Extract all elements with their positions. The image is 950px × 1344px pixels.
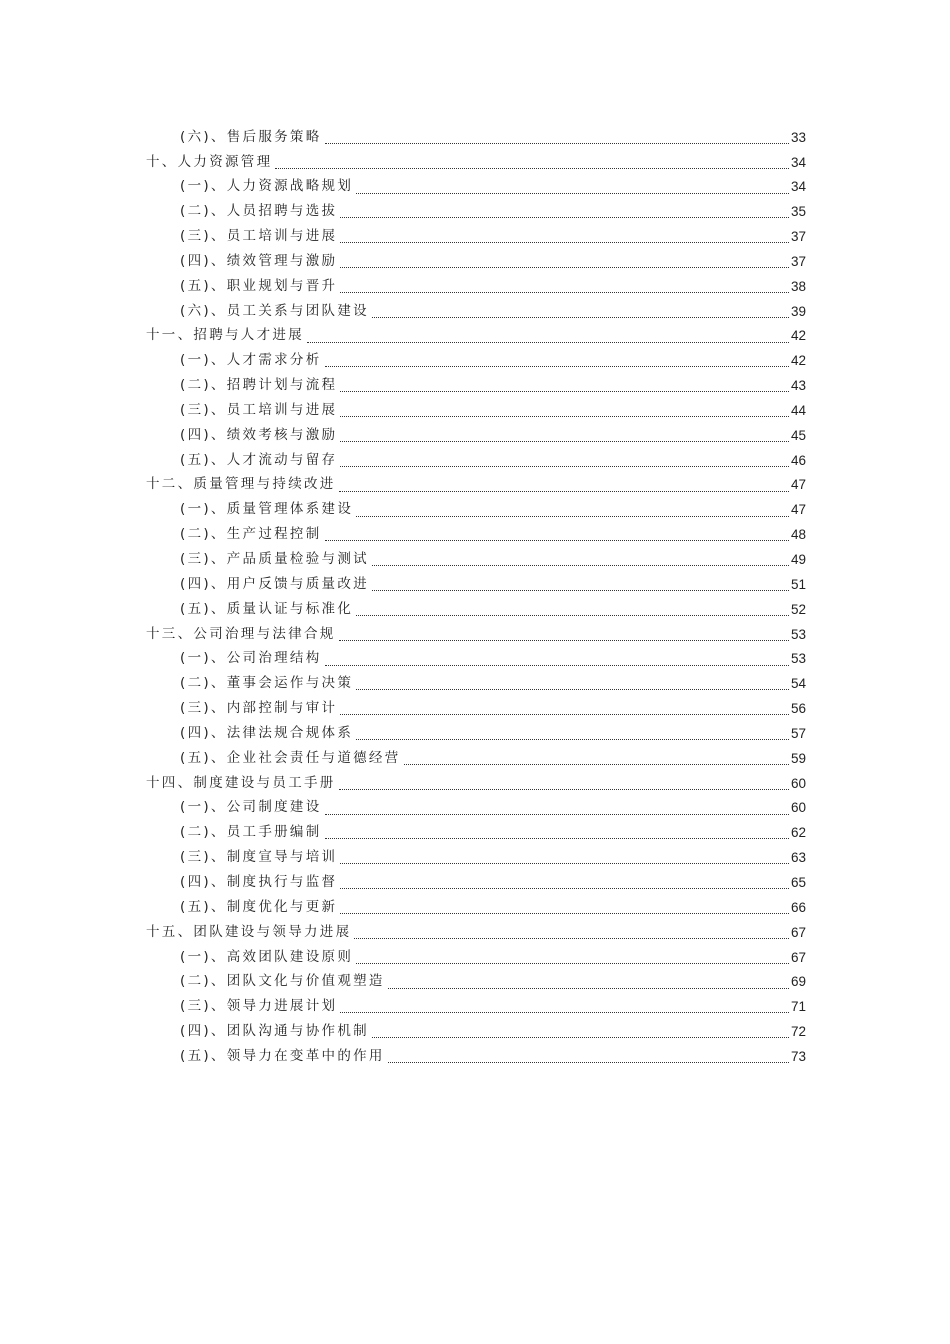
toc-section-entry[interactable] <box>180 498 806 523</box>
toc-chapter-entry[interactable] <box>146 324 806 349</box>
toc-chapter-entry[interactable] <box>146 150 806 175</box>
toc-entry-title: (五)、领导力在变革中的作用 <box>180 1047 385 1064</box>
toc-section-entry[interactable] <box>180 945 806 970</box>
toc-entry-title: (二)、招聘计划与流程 <box>180 377 338 394</box>
toc-entry-title: (四)、绩效管理与激励 <box>180 252 338 269</box>
toc-dot-leader <box>356 614 789 616</box>
toc-dot-leader <box>372 1036 789 1038</box>
toc-section-entry[interactable] <box>180 1019 806 1044</box>
toc-entry-title: (一)、人力资源战略规划 <box>180 178 354 195</box>
toc-entry-title: (一)、公司治理结构 <box>180 650 322 667</box>
toc-entry-title: (四)、用户反馈与质量改进 <box>180 575 369 592</box>
toc-entry-title: (四)、绩效考核与激励 <box>180 426 338 443</box>
toc-section-entry[interactable] <box>180 597 806 622</box>
toc-section-entry[interactable] <box>180 249 806 274</box>
toc-page-number: 35 <box>790 204 806 220</box>
toc-dot-leader <box>356 738 789 740</box>
toc-page-number: 72 <box>790 1024 806 1040</box>
toc-section-entry[interactable] <box>180 224 806 249</box>
toc-entry-title: 十二、质量管理与持续改进 <box>146 476 336 493</box>
toc-page-number: 60 <box>790 775 806 791</box>
toc-section-entry[interactable] <box>180 821 806 846</box>
toc-section-entry[interactable] <box>180 125 806 150</box>
toc-page-number: 62 <box>790 825 806 841</box>
toc-page-number: 56 <box>790 701 806 717</box>
toc-page-number: 37 <box>790 229 806 245</box>
toc-dot-leader <box>356 192 789 194</box>
table-of-contents <box>0 125 950 1069</box>
toc-dot-leader <box>339 639 789 641</box>
toc-page-number: 42 <box>790 328 806 344</box>
toc-dot-leader <box>325 142 789 144</box>
toc-entry-title: (六)、售后服务策略 <box>180 128 322 145</box>
toc-dot-leader <box>340 440 789 442</box>
toc-entry-title: (三)、员工培训与进展 <box>180 228 338 245</box>
toc-page-number: 63 <box>790 850 806 866</box>
toc-entry-title: (三)、制度宣导与培训 <box>180 849 338 866</box>
toc-dot-leader <box>354 937 789 939</box>
toc-page-number: 73 <box>790 1048 806 1064</box>
toc-section-entry[interactable] <box>180 796 806 821</box>
toc-page-number: 53 <box>790 626 806 642</box>
toc-page-number: 45 <box>790 427 806 443</box>
toc-dot-leader <box>340 216 789 218</box>
toc-page-number: 69 <box>790 974 806 990</box>
toc-section-entry[interactable] <box>180 970 806 995</box>
toc-entry-title: (三)、领导力进展计划 <box>180 998 338 1015</box>
toc-entry-title: (二)、团队文化与价值观塑造 <box>180 973 385 990</box>
toc-entry-title: (五)、人才流动与留存 <box>180 451 338 468</box>
toc-page-number: 43 <box>790 378 806 394</box>
toc-page-number: 48 <box>790 527 806 543</box>
toc-entry-title: (四)、团队沟通与协作机制 <box>180 1023 369 1040</box>
toc-section-entry[interactable] <box>180 175 806 200</box>
toc-entry-title: 十一、招聘与人才进展 <box>146 327 304 344</box>
toc-entry-title: (五)、企业社会责任与道德经营 <box>180 749 401 766</box>
toc-section-entry[interactable] <box>180 299 806 324</box>
toc-dot-leader <box>388 987 789 989</box>
toc-section-entry[interactable] <box>180 423 806 448</box>
toc-section-entry[interactable] <box>180 523 806 548</box>
toc-dot-leader <box>340 241 789 243</box>
toc-dot-leader <box>325 539 789 541</box>
toc-entry-title: (二)、董事会运作与决策 <box>180 675 354 692</box>
toc-dot-leader <box>325 365 789 367</box>
toc-entry-title: (四)、制度执行与监督 <box>180 873 338 890</box>
toc-entry-title: (三)、内部控制与审计 <box>180 700 338 717</box>
toc-entry-title: (二)、人员招聘与选拔 <box>180 203 338 220</box>
toc-page-number: 39 <box>790 303 806 319</box>
toc-entry-title: (三)、产品质量检验与测试 <box>180 551 369 568</box>
toc-chapter-entry[interactable] <box>146 622 806 647</box>
toc-dot-leader <box>340 291 789 293</box>
toc-dot-leader <box>340 862 789 864</box>
toc-page-number: 59 <box>790 750 806 766</box>
toc-entry-title: 十、人力资源管理 <box>146 153 273 170</box>
toc-section-entry[interactable] <box>180 845 806 870</box>
toc-section-entry[interactable] <box>180 349 806 374</box>
toc-dot-leader <box>372 589 789 591</box>
toc-entry-title: (一)、人才需求分析 <box>180 352 322 369</box>
toc-dot-leader <box>307 341 789 343</box>
toc-dot-leader <box>372 564 789 566</box>
toc-page-number: 49 <box>790 552 806 568</box>
toc-page-number: 37 <box>790 253 806 269</box>
toc-section-entry[interactable] <box>180 870 806 895</box>
toc-entry-title: 十四、制度建设与员工手册 <box>146 774 336 791</box>
toc-section-entry[interactable] <box>180 398 806 423</box>
toc-section-entry[interactable] <box>180 696 806 721</box>
toc-dot-leader <box>325 837 789 839</box>
toc-page-number: 38 <box>790 278 806 294</box>
toc-section-entry[interactable] <box>180 647 806 672</box>
toc-chapter-entry[interactable] <box>146 920 806 945</box>
toc-entry-title: (五)、质量认证与标准化 <box>180 600 354 617</box>
toc-dot-leader <box>340 465 789 467</box>
toc-page-number: 66 <box>790 899 806 915</box>
toc-dot-leader <box>356 962 789 964</box>
toc-page-number: 46 <box>790 452 806 468</box>
toc-entry-title: (三)、员工培训与进展 <box>180 401 338 418</box>
toc-page-number: 65 <box>790 874 806 890</box>
toc-page-number: 60 <box>790 800 806 816</box>
toc-section-entry[interactable] <box>180 895 806 920</box>
toc-page-number: 42 <box>790 353 806 369</box>
toc-dot-leader <box>325 664 789 666</box>
toc-entry-title: (一)、质量管理体系建设 <box>180 501 354 518</box>
toc-dot-leader <box>275 167 789 169</box>
toc-dot-leader <box>340 266 789 268</box>
toc-page-number: 47 <box>790 502 806 518</box>
toc-section-entry[interactable] <box>180 547 806 572</box>
toc-page-number: 33 <box>790 129 806 145</box>
toc-page-number: 53 <box>790 651 806 667</box>
toc-dot-leader <box>340 912 789 914</box>
toc-page-number: 57 <box>790 725 806 741</box>
toc-chapter-entry[interactable] <box>146 473 806 498</box>
toc-dot-leader <box>340 887 789 889</box>
toc-page-number: 71 <box>790 999 806 1015</box>
toc-dot-leader <box>340 713 789 715</box>
toc-section-entry[interactable] <box>180 1044 806 1069</box>
toc-chapter-entry[interactable] <box>146 771 806 796</box>
toc-page-number: 47 <box>790 477 806 493</box>
toc-entry-title: (二)、员工手册编制 <box>180 824 322 841</box>
toc-entry-title: (五)、职业规划与晋升 <box>180 277 338 294</box>
toc-entry-title: (一)、高效团队建设原则 <box>180 948 354 965</box>
toc-section-entry[interactable] <box>180 721 806 746</box>
toc-entry-title: 十五、团队建设与领导力进展 <box>146 923 352 940</box>
toc-section-entry[interactable] <box>180 200 806 225</box>
toc-dot-leader <box>356 688 789 690</box>
toc-dot-leader <box>339 788 789 790</box>
toc-page-number: 67 <box>790 949 806 965</box>
toc-entry-title: (一)、公司制度建设 <box>180 799 322 816</box>
toc-dot-leader <box>340 390 789 392</box>
toc-page-number: 54 <box>790 676 806 692</box>
toc-dot-leader <box>388 1061 789 1063</box>
toc-section-entry[interactable] <box>180 274 806 299</box>
toc-dot-leader <box>372 316 789 318</box>
toc-page-number: 44 <box>790 402 806 418</box>
toc-page-number: 34 <box>790 154 806 170</box>
toc-section-entry[interactable] <box>180 995 806 1020</box>
toc-dot-leader <box>356 515 789 517</box>
toc-entry-title: (六)、员工关系与团队建设 <box>180 302 369 319</box>
toc-section-entry[interactable] <box>180 373 806 398</box>
toc-section-entry[interactable] <box>180 572 806 597</box>
toc-entry-title: 十三、公司治理与法律合规 <box>146 625 336 642</box>
toc-page-number: 51 <box>790 576 806 592</box>
toc-page-number: 34 <box>790 179 806 195</box>
toc-section-entry[interactable] <box>180 672 806 697</box>
toc-dot-leader <box>339 490 789 492</box>
toc-entry-title: (二)、生产过程控制 <box>180 526 322 543</box>
toc-entry-title: (四)、法律法规合规体系 <box>180 724 354 741</box>
toc-dot-leader <box>404 763 789 765</box>
toc-dot-leader <box>325 813 789 815</box>
toc-page-number: 67 <box>790 924 806 940</box>
toc-section-entry[interactable] <box>180 746 806 771</box>
toc-entry-title: (五)、制度优化与更新 <box>180 898 338 915</box>
toc-dot-leader <box>340 415 789 417</box>
toc-section-entry[interactable] <box>180 448 806 473</box>
toc-page-number: 52 <box>790 601 806 617</box>
toc-dot-leader <box>340 1011 789 1013</box>
